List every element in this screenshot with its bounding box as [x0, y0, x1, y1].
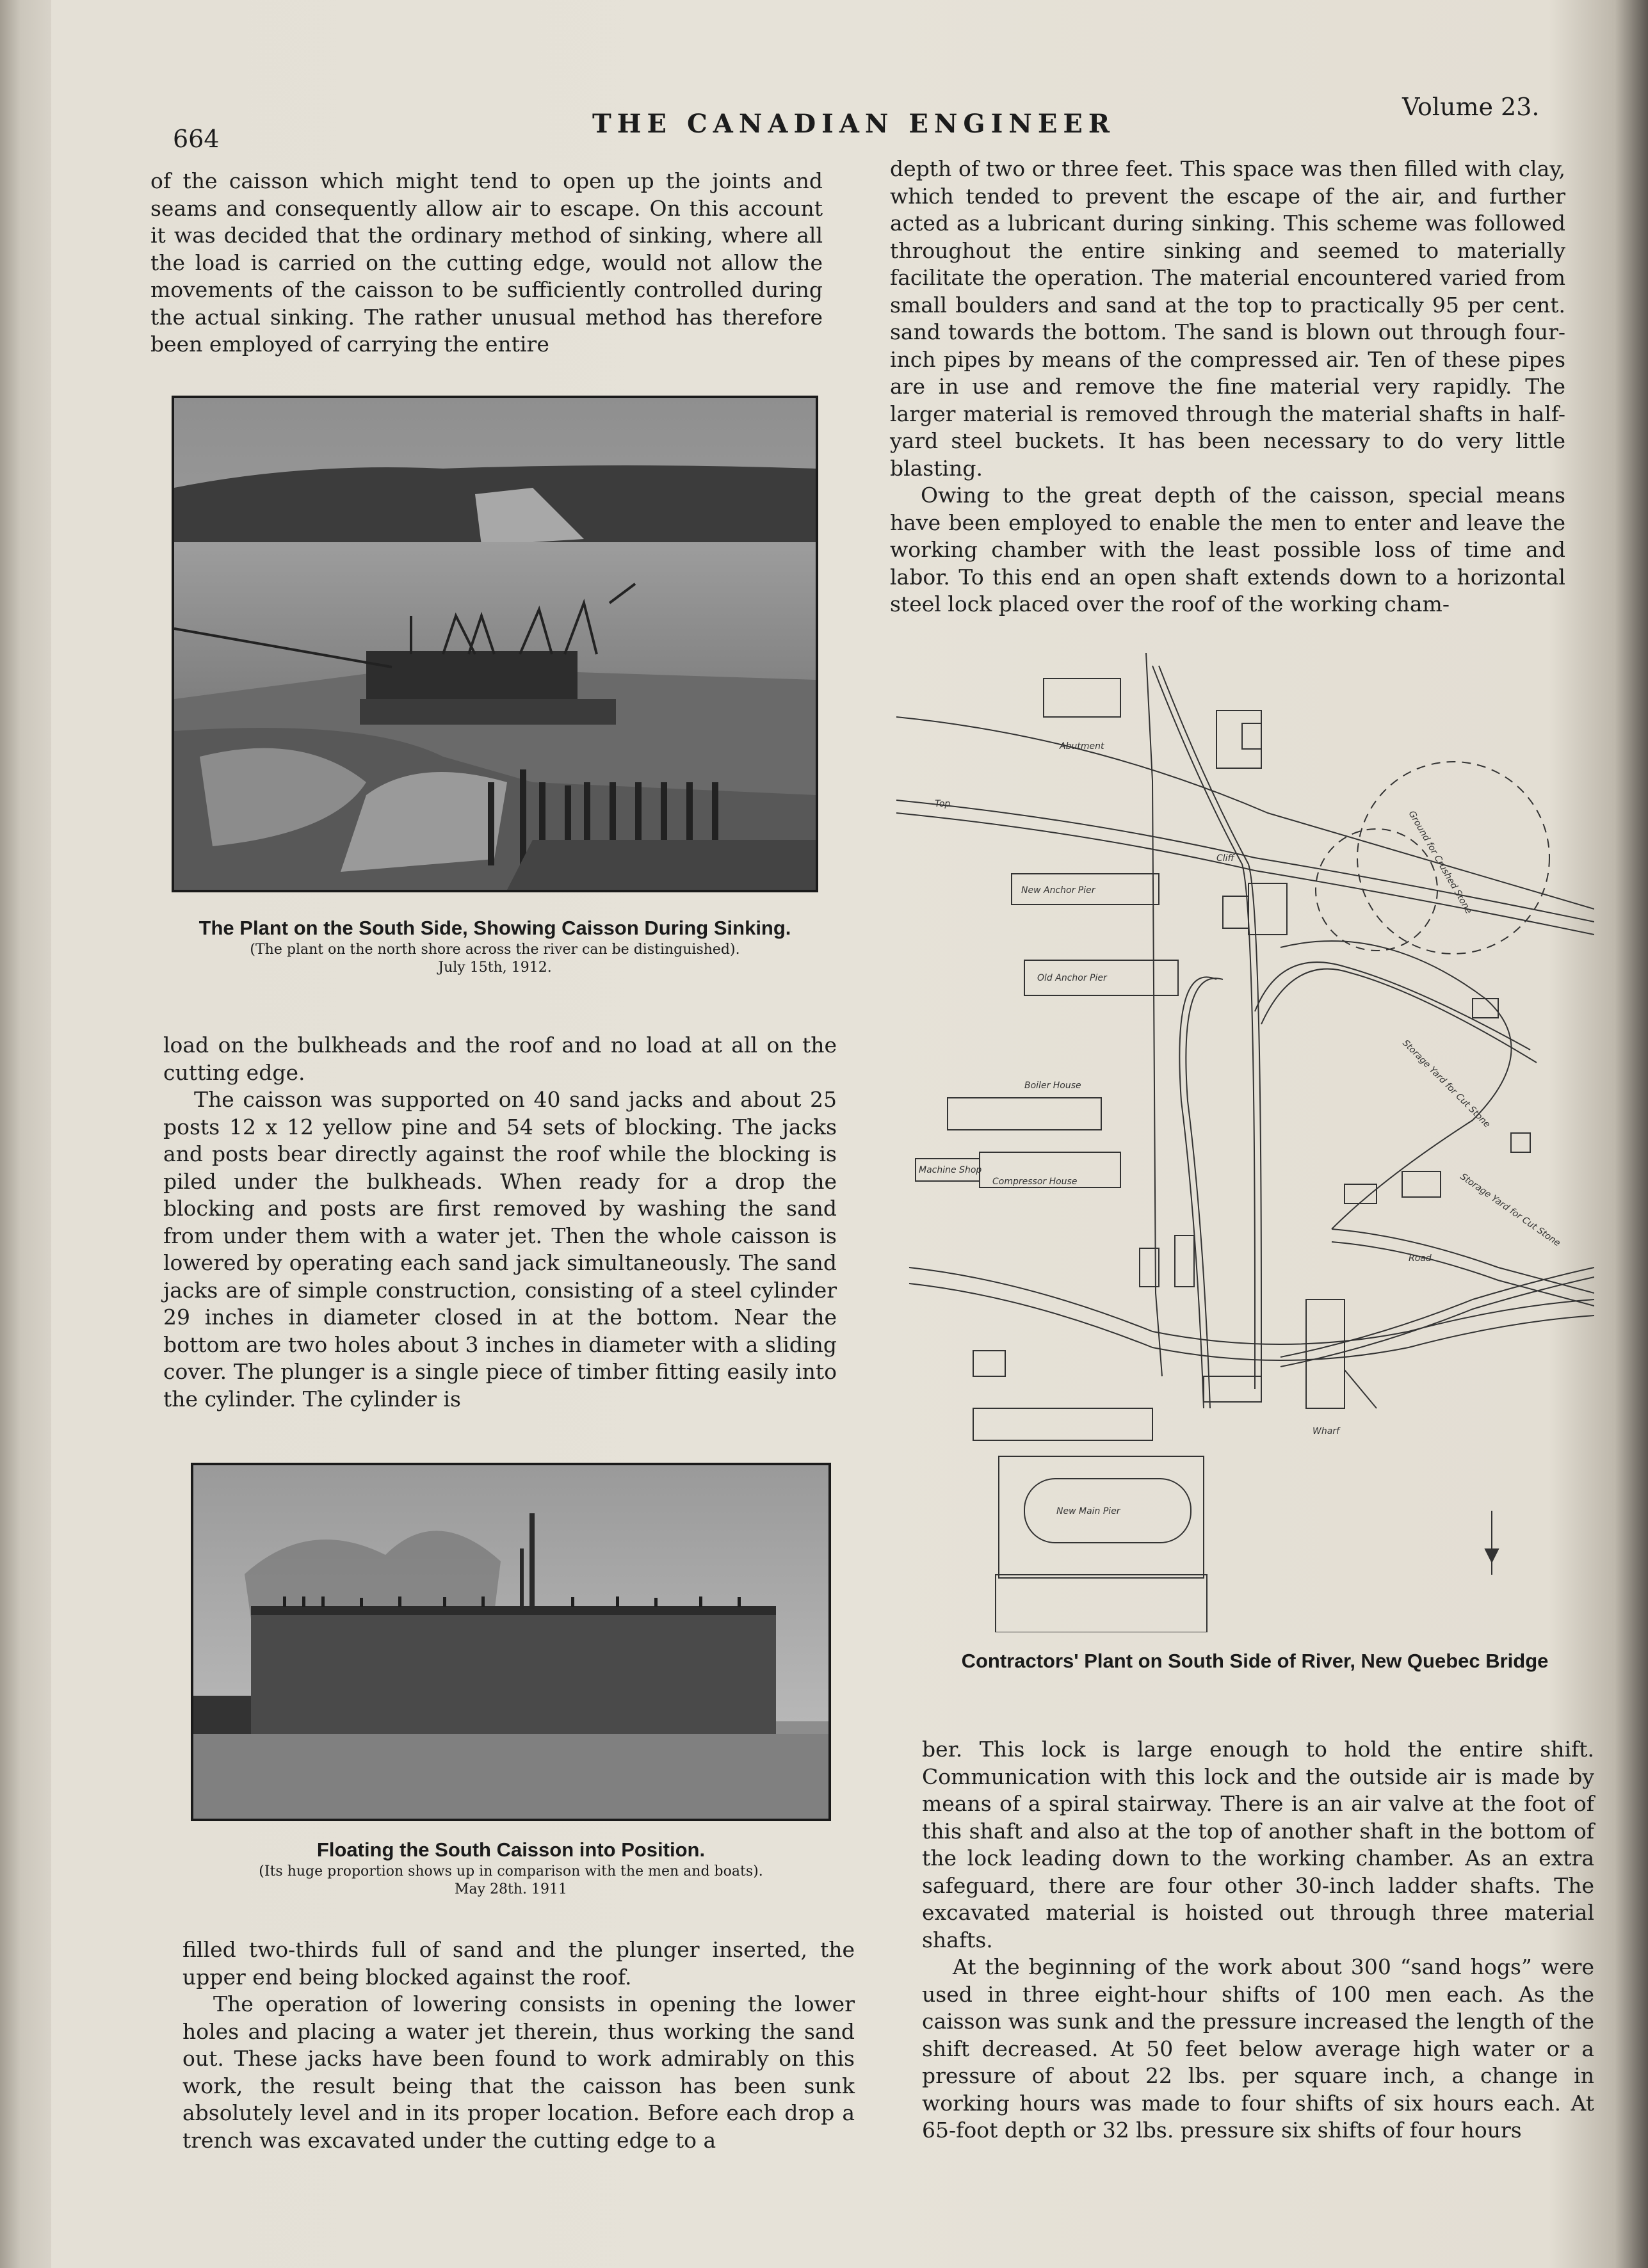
map-caption [916, 1648, 1594, 1674]
map-label-boiler-house: Boiler House [1024, 1081, 1081, 1091]
caption-title: Contractors' Plant on South Side of River, New Quebec Bridge [961, 1650, 1549, 1672]
caption-date: May 28th. 1911 [454, 1881, 568, 1897]
map-label-storage-yard: Storage Yard for Cut Stone [1400, 1038, 1492, 1130]
map-label-new-main-pier: New Main Pier [1056, 1506, 1120, 1516]
map-label-wharf: Wharf [1313, 1426, 1339, 1436]
paragraph: Owing to the great depth of the caisson, special means have been employed to enable the men to enter and leave the working chamber with the least possible loss of time and labor. To this end an open shaft extends down to a horizontal steel lock placed over the roof of the working cham- [890, 483, 1565, 616]
map-label-cliff: Cliff [1216, 853, 1234, 864]
paragraph: depth of two or three feet. This space was then filled with clay, which tended to prevent the escape of the air, and further acted as a lubricant during sinking. This scheme was followed throughout the entire sinking and seemed to materially facilitate the operation. The material encountered varied from small boulders and sand at the top to practically 95 per cent. sand towards the bottom. The sand is blown out through four-inch pipes by means of the compressed air. Ten of these pipes are in use and remove the fine material very rapidly. The larger material is removed through the material shafts in half-yard steel buckets. It has been necessary to do very little blasting. [890, 156, 1565, 481]
map-label-old-anchor-pier: Old Anchor Pier [1037, 973, 1107, 983]
left-col-bottom-text [182, 1936, 855, 2154]
paragraph: filled two-thirds full of sand and the plunger inserted, the upper end being blocked against the roof. [182, 1937, 855, 1990]
map-label-storage-yard-2: Storage Yard for Cut Stone [1458, 1171, 1562, 1249]
left-col-top-text [150, 168, 823, 358]
plant-photo-image [174, 398, 816, 890]
map-label-abutment: Abutment [1060, 741, 1104, 752]
map-label-compressor-house: Compressor House [992, 1177, 1078, 1187]
paragraph: load on the bulkheads and the roof and no load at all on the cutting edge. [163, 1033, 837, 1085]
photo-floating-caisson [191, 1463, 831, 1821]
photo2-caption [191, 1837, 831, 1899]
volume-label: Volume 23. [1402, 93, 1540, 121]
caption-title: The Plant on the South Side, Showing Caisson During Sinking. [198, 917, 791, 939]
paragraph: The caisson was supported on 40 sand jacks and about 25 posts 12 x 12 yellow pine and 54 sets of blocking. The jacks and posts bear directly against the roof while the blocking is piled under the bulkheads. When ready for a drop the blocking and posts are first removed by washing the sand from under them with a water jet. Then the whole caisson is lowered by operating each sand jack simultaneously. The sand jacks are of simple construction, consisting of a steel cylinder 29 inches in diameter closed in at the bottom. Near the bottom are two holes about 3 inches in diameter with a sliding cover. The plunger is a single piece of timber fitting easily into the cylinder. The cylinder is [163, 1087, 837, 1411]
map-label-top: Top [935, 799, 951, 809]
paragraph: At the beginning of the work about 300 “sand hogs” were used in three eight-hour shifts of 100 men each. As the caisson was sunk and the pressure increased the length of the shift decreased. At 50 feet below average high water or a pressure of about 22 lbs. per square inch, a change in working hours was made to four shifts of six hours each. At 65-foot depth or 32 lbs. pressure six shifts of four hours [922, 1954, 1594, 2143]
paragraph: The operation of lowering consists in opening the lower holes and placing a water jet therein, thus working the sand out. These jacks have been found to work admirably on this work, the result being that the caisson has been sunk absolutely level and in its proper location. Before each drop a trench was excavated under the cutting edge to a [182, 1991, 855, 2153]
left-col-mid-text [163, 1032, 837, 1413]
paragraph: of the caisson which might tend to open up the joints and seams and consequently allow air to escape. On this account it was decided that the ordinary method of sinking, where all the load is carried on the cutting edge, would not allow the movements of the caisson to be sufficiently controlled during the actual sinking. The rather unusual method has therefore been employed of carrying the entire [150, 168, 823, 357]
map-label-new-anchor-pier: New Anchor Pier [1021, 885, 1095, 896]
right-col-top-text [890, 156, 1565, 618]
caption-subtitle: (The plant on the north shore across the river can be distinguished). [250, 942, 740, 958]
caisson-photo-image [193, 1465, 828, 1819]
photo-plant-south-side [172, 396, 818, 892]
page-number: 664 [173, 125, 220, 153]
map-label-road: Road [1409, 1253, 1432, 1264]
photo1-caption [172, 915, 818, 977]
journal-title: THE CANADIAN ENGINEER [592, 109, 1116, 139]
map-label-machine-shop: Machine Shop [919, 1165, 982, 1175]
caption-title: Floating the South Caisson into Position. [316, 1838, 706, 1861]
site-plan-drawing [896, 653, 1594, 1632]
caption-subtitle: (Its huge proportion shows up in comparison with the men and boats). [259, 1863, 763, 1879]
right-col-bottom-text [922, 1736, 1594, 2144]
caption-date: July 15th, 1912. [438, 960, 552, 976]
map-label-crushed-stone: Ground for Crushed Stone [1406, 809, 1474, 916]
book-binding [0, 0, 51, 2268]
paragraph: ber. This lock is large enough to hold the entire shift. Communication with this lock and the outside air is made by means of a spiral stairway. There is an air valve at the foot of this shaft and also at the top of another shaft in the bottom of the lock leading down to the working chamber. As an extra safeguard, there are four other 30-inch ladder shafts. The excavated material is hoisted out through three material shafts. [922, 1737, 1594, 1952]
